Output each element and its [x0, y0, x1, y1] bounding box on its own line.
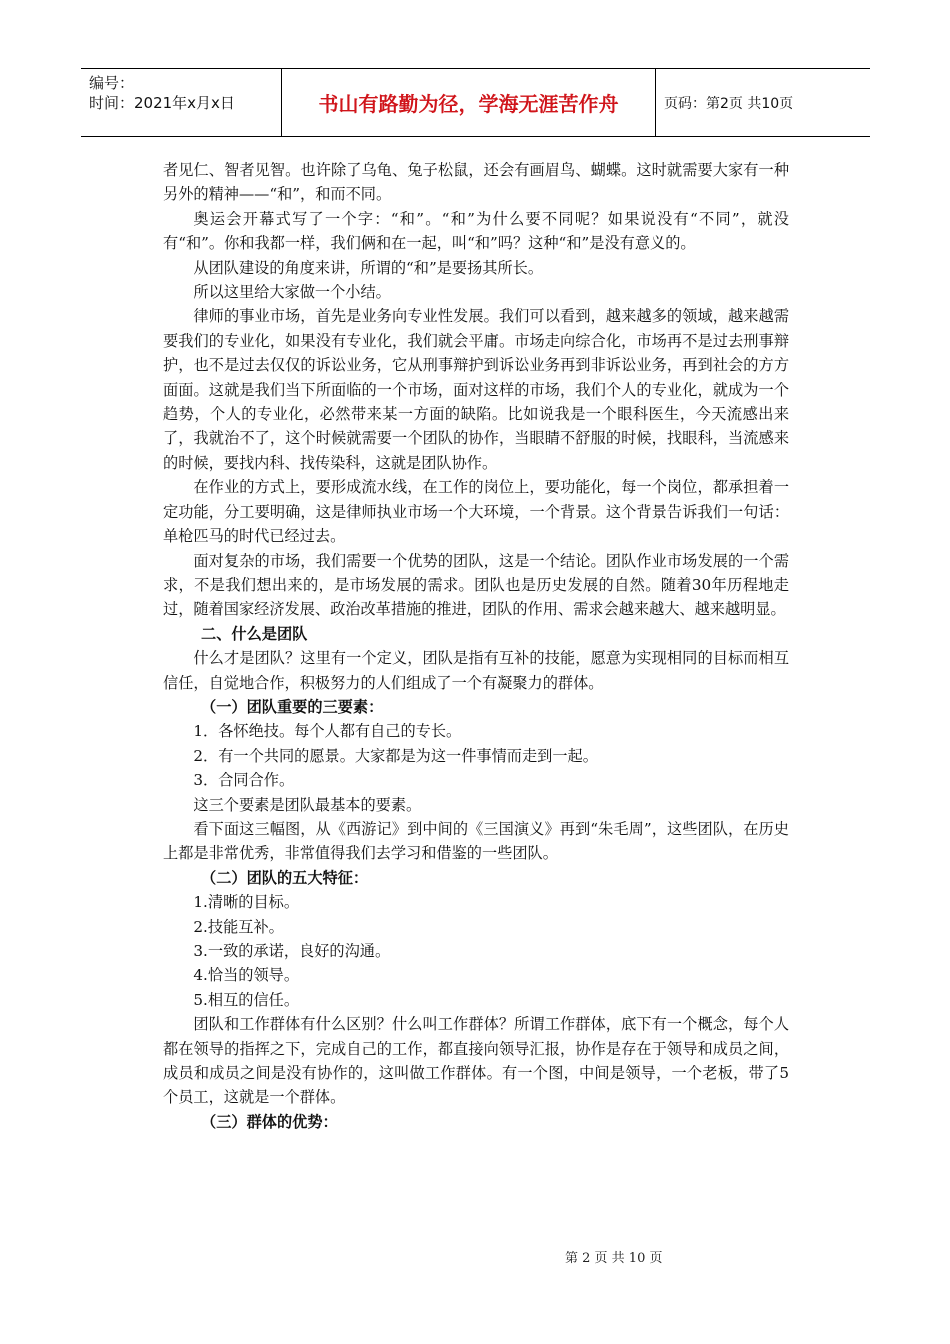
list-item: 1.清晰的目标。 [193, 893, 300, 912]
paragraph: 从团队建设的角度来讲，所谓的“和”是要扬其所长。 [193, 258, 544, 277]
paragraph: 面对复杂的市场，我们需要一个优势的团队，这是一个结论。团队作业市场发展的一个需求，不是我们想出来的，是市场发展的需求。团队也是历史发展的自然。随着30年历程地走过，随着国家经济发展、政治改革措施的推进，团队的作用、需求会越来越大、越来越明显。 [163, 551, 789, 619]
document-body [163, 158, 789, 1134]
list-item: 5.相互的信任。 [193, 990, 300, 1009]
list-item: 3.一致的承诺，良好的沟通。 [193, 942, 391, 960]
subsection-heading: （三）群体的优势： [201, 1112, 338, 1131]
paragraph: 什么才是团队？这里有一个定义，团队是指有互补的技能，愿意为实现相同的目标而相互信任，自觉地合作，积极努力的人们组成了一个有凝聚力的群体。 [163, 649, 789, 692]
paragraph: 所以这里给大家做一个小结。 [193, 283, 391, 302]
list-item: 4.恰当的领导。 [193, 966, 300, 985]
header-page-info: 页码：第2页 共10页 [664, 95, 794, 112]
list-item: 2.技能互补。 [193, 917, 284, 936]
paragraph: 团队和工作群体有什么区别？什么叫工作群体？所谓工作群体，底下有一个概念，每个人都在领导的指挥之下，完成自己的工作，都直接向领导汇报，协作是存在于领导和成员之间，成员和成员之间是没有协作的，这叫做工作群体。有一个图，中间是领导，一个老板，带了5个员工，这就是一个群体。 [163, 1015, 789, 1107]
subsection-heading: （一）团队重要的三要素： [201, 697, 384, 716]
page-header [81, 68, 870, 137]
subsection-heading: （二）团队的五大特征： [201, 868, 369, 887]
paragraph: 奥运会开幕式写了一个字：“和”。“和”为什么要不同呢？如果说没有“不同”，就没有“和”。你和我都一样，我们俩和在一起，叫“和”吗？这种“和”是没有意义的。 [163, 209, 789, 253]
header-motto: 书山有路勤为径，学海无涯苦作舟 [282, 69, 656, 136]
header-meta [81, 69, 282, 136]
page-footer: 第 2 页 共 10 页 [565, 1251, 663, 1266]
paragraph: 在作业的方式上，要形成流水线，在工作的岗位上，要功能化，每一个岗位，都承担着一定功能，分工要明确，这是律师执业市场一个大环境，一个背景。这个背景告诉我们一句话：单枪匹马的时代已经过去。 [163, 478, 789, 546]
list-item: 3．合同合作。 [193, 771, 295, 790]
paragraph: 这三个要素是团队最基本的要素。 [193, 795, 422, 814]
paragraph: 者见仁、智者见智。也许除了乌龟、兔子松鼠，还会有画眉鸟、蝴蝶。这时就需要大家有一种另外的精神——“和”，和而不同。 [163, 161, 789, 204]
list-item: 2．有一个共同的愿景。大家都是为这一件事情而走到一起。 [193, 746, 598, 765]
section-heading: 二、什么是团队 [201, 624, 308, 643]
paragraph: 看下面这三幅图，从《西游记》到中间的《三国演义》再到“朱毛周”，这些团队，在历史上都是非常优秀，非常值得我们去学习和借鉴的一些团队。 [163, 819, 789, 863]
paragraph: 律师的事业市场，首先是业务向专业性发展。我们可以看到，越来越多的领域，越来越需要我们的专业化，如果没有专业化，我们就会平庸。市场走向综合化，市场再不是过去刑事辩护，也不是过去仅仅的诉讼业务，它从刑事辩护到诉讼业务再到非诉讼业务，再到社会的方方面面。这就是我们当下所面临的一个市场，面对这样的市场，我们个人的专业化，就成为一个趋势，个人的专业化，必然带来某一方面的缺陷。比如说我是一个眼科医生，今天流感出来了，我就治不了，这个时候就需要一个团队的协作，当眼睛不舒服的时候，找眼科，当流感来的时候，要找内科、找传染科，这就是团队协作。 [163, 307, 789, 472]
number-label: 编号： [89, 74, 135, 92]
date-label: 时间：2021年x月x日 [89, 94, 235, 112]
list-item: 1．各怀绝技。每个人都有自己的专长。 [193, 722, 462, 741]
